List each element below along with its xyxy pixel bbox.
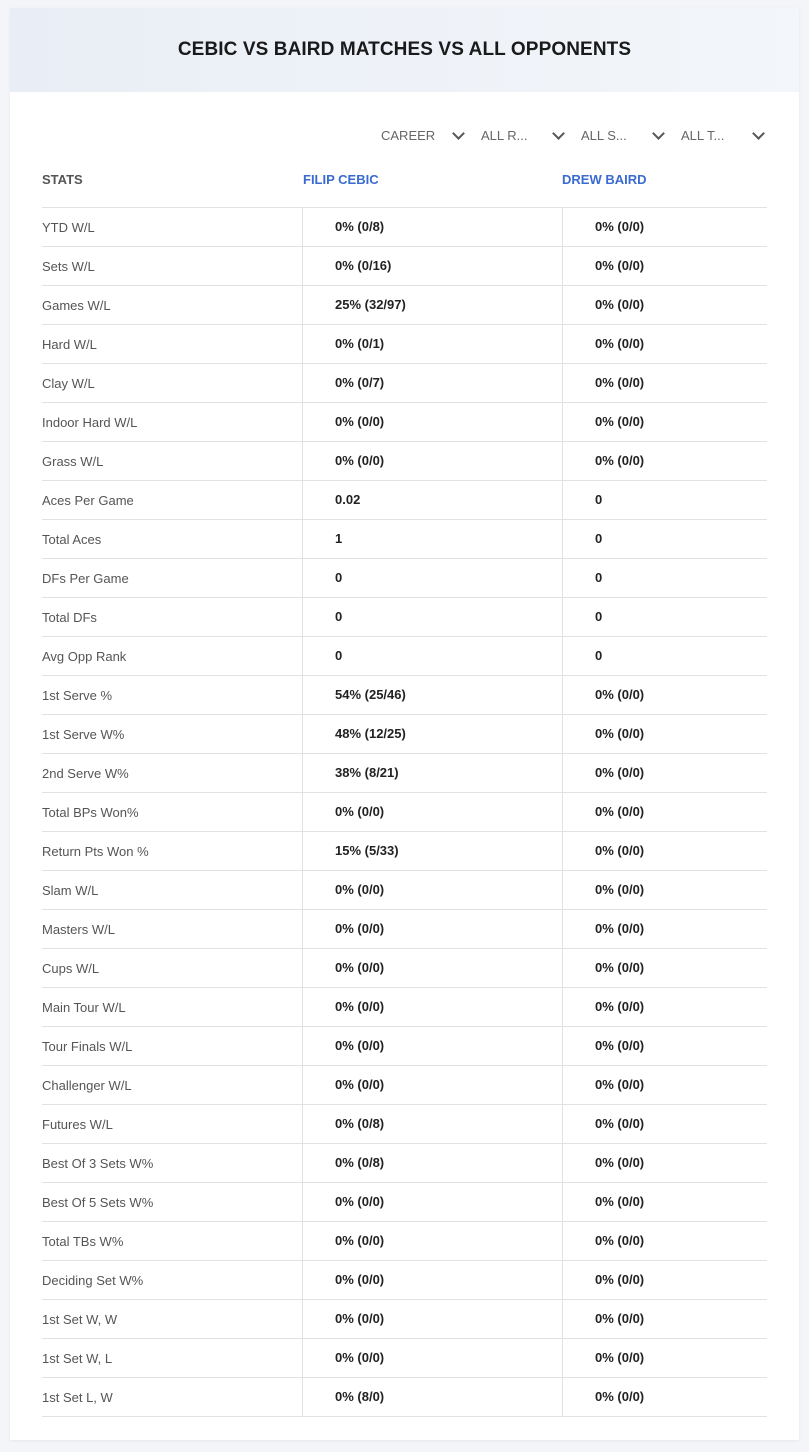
player1-stat-value: 0% (0/0) (302, 949, 561, 987)
player1-link[interactable]: FILIP CEBIC (303, 172, 379, 187)
player1-stat-value: 54% (25/46) (302, 676, 561, 714)
table-row (42, 480, 767, 519)
player1-stat-value: 0% (0/0) (302, 1339, 561, 1377)
table-row (42, 870, 767, 909)
player1-stat-value: 0% (0/0) (302, 871, 561, 909)
player2-stat-value: 0% (0/0) (562, 910, 767, 948)
player2-stat-value: 0% (0/0) (562, 832, 767, 870)
player1-stat-value: 0% (0/0) (302, 1261, 561, 1299)
player2-stat-value: 0% (0/0) (562, 442, 767, 480)
player2-stat-value: 0% (0/0) (562, 403, 767, 441)
player2-stat-value: 0% (0/0) (562, 949, 767, 987)
player2-stat-value: 0 (562, 481, 767, 519)
stat-label: Total TBs W% (42, 1234, 124, 1249)
player2-stat-value: 0% (0/0) (562, 1183, 767, 1221)
player1-stat-value: 25% (32/97) (302, 286, 561, 324)
stats-card (10, 8, 799, 1440)
filter-round-select[interactable] (477, 124, 565, 146)
player2-stat-value: 0% (0/0) (562, 988, 767, 1026)
player2-stat-value: 0% (0/0) (562, 1144, 767, 1182)
player1-stat-value: 15% (5/33) (302, 832, 561, 870)
table-row (42, 1182, 767, 1221)
player1-stat-value: 0% (0/7) (302, 364, 561, 402)
table-row (42, 1065, 767, 1104)
table-row (42, 909, 767, 948)
table-row (42, 1221, 767, 1260)
player1-stat-value: 0.02 (302, 481, 561, 519)
player1-stat-value: 0% (0/0) (302, 403, 561, 441)
table-row (42, 519, 767, 558)
stat-label: Main Tour W/L (42, 1000, 126, 1015)
player2-stat-value: 0% (0/0) (562, 793, 767, 831)
stat-label: Clay W/L (42, 376, 95, 391)
stat-label: Best Of 3 Sets W% (42, 1156, 154, 1171)
stat-label: Slam W/L (42, 883, 99, 898)
player2-stat-value: 0% (0/0) (562, 871, 767, 909)
table-row (42, 402, 767, 441)
stat-label: Total BPs Won% (42, 805, 139, 820)
player2-stat-value: 0% (0/0) (562, 1027, 767, 1065)
table-row (42, 1377, 767, 1417)
player2-stat-value: 0% (0/0) (562, 1105, 767, 1143)
stat-label: Grass W/L (42, 454, 104, 469)
stat-label: Hard W/L (42, 337, 97, 352)
player2-stat-value: 0% (0/0) (562, 754, 767, 792)
stat-label: Futures W/L (42, 1117, 113, 1132)
stat-label: Indoor Hard W/L (42, 415, 138, 430)
player1-stat-value: 0 (302, 637, 561, 675)
stat-label: Aces Per Game (42, 493, 134, 508)
table-row (42, 753, 767, 792)
player1-stat-value: 0 (302, 598, 561, 636)
stat-label: 1st Set W, L (42, 1351, 113, 1366)
table-row (42, 831, 767, 870)
table-header (42, 168, 767, 208)
table-row (42, 1104, 767, 1143)
player2-stat-value: 0% (0/0) (562, 676, 767, 714)
table-row (42, 675, 767, 714)
player1-stat-value: 0% (0/0) (302, 1027, 561, 1065)
stats-column-header: STATS (42, 172, 83, 187)
stat-label: 1st Set W, W (42, 1312, 118, 1327)
player2-stat-value: 0 (562, 559, 767, 597)
stats-table-body (42, 207, 767, 1417)
stat-label: Tour Finals W/L (42, 1039, 133, 1054)
player2-stat-value: 0 (562, 598, 767, 636)
table-row (42, 246, 767, 285)
player1-stat-value: 0% (0/0) (302, 1183, 561, 1221)
stat-label: 2nd Serve W% (42, 766, 129, 781)
filter-label: ALL R... (481, 127, 528, 143)
stat-label: Cups W/L (42, 961, 100, 976)
table-row (42, 363, 767, 402)
player1-stat-value: 0% (0/0) (302, 1300, 561, 1338)
table-row (42, 441, 767, 480)
filter-surface-select[interactable] (577, 124, 665, 146)
table-row (42, 792, 767, 831)
stat-label: Best Of 5 Sets W% (42, 1195, 154, 1210)
table-row (42, 948, 767, 987)
stat-label: 1st Serve W% (42, 727, 125, 742)
filter-bar (377, 124, 765, 146)
player2-stat-value: 0% (0/0) (562, 1300, 767, 1338)
table-row (42, 558, 767, 597)
table-row (42, 207, 767, 246)
player2-link[interactable]: DREW BAIRD (562, 172, 647, 187)
stat-label: Deciding Set W% (42, 1273, 144, 1288)
table-row (42, 987, 767, 1026)
table-row (42, 285, 767, 324)
player2-stat-value: 0% (0/0) (562, 286, 767, 324)
player1-stat-value: 0% (0/8) (302, 208, 561, 246)
stat-label: DFs Per Game (42, 571, 129, 586)
filter-label: CAREER (381, 127, 436, 143)
player2-stat-value: 0% (0/0) (562, 1222, 767, 1260)
player1-stat-value: 0% (0/16) (302, 247, 561, 285)
table-row (42, 597, 767, 636)
chevron-down-icon (552, 127, 565, 140)
player2-stat-value: 0% (0/0) (562, 247, 767, 285)
player2-stat-value: 0% (0/0) (562, 1378, 767, 1416)
stat-label: Masters W/L (42, 922, 115, 937)
player1-stat-value: 0% (8/0) (302, 1378, 561, 1416)
stat-label: Total DFs (42, 610, 97, 625)
filter-tournament-select[interactable] (677, 124, 765, 146)
player1-stat-value: 0% (0/0) (302, 910, 561, 948)
stat-label: YTD W/L (42, 220, 95, 235)
player1-stat-value: 0% (0/8) (302, 1144, 561, 1182)
player1-stat-value: 48% (12/25) (302, 715, 561, 753)
stat-label: Return Pts Won % (42, 844, 149, 859)
player1-stat-value: 0% (0/0) (302, 1066, 561, 1104)
table-row (42, 1026, 767, 1065)
table-row (42, 714, 767, 753)
player2-stat-value: 0% (0/0) (562, 1261, 767, 1299)
filter-label: ALL S... (581, 127, 627, 143)
filter-period-select[interactable] (377, 124, 465, 146)
player1-stat-value: 0% (0/0) (302, 793, 561, 831)
chevron-down-icon (752, 127, 765, 140)
player1-stat-value: 0% (0/1) (302, 325, 561, 363)
player2-stat-value: 0% (0/0) (562, 208, 767, 246)
stat-label: Avg Opp Rank (42, 649, 127, 664)
player1-stat-value: 0% (0/0) (302, 1222, 561, 1260)
stat-label: 1st Serve % (42, 688, 113, 703)
player2-stat-value: 0 (562, 637, 767, 675)
chevron-down-icon (452, 127, 465, 140)
player1-stat-value: 1 (302, 520, 561, 558)
player1-stat-value: 38% (8/21) (302, 754, 561, 792)
stat-label: Total Aces (42, 532, 102, 547)
page-title: CEBIC VS BAIRD MATCHES VS ALL OPPONENTS (177, 39, 632, 60)
filter-label: ALL T... (681, 127, 725, 143)
table-row (42, 1299, 767, 1338)
stat-label: Sets W/L (42, 259, 95, 274)
player1-stat-value: 0% (0/0) (302, 988, 561, 1026)
player2-stat-value: 0% (0/0) (562, 1339, 767, 1377)
stat-label: Challenger W/L (42, 1078, 132, 1093)
table-row (42, 1260, 767, 1299)
stat-label: Games W/L (42, 298, 111, 313)
table-row (42, 324, 767, 363)
table-row (42, 1338, 767, 1377)
table-row (42, 636, 767, 675)
player2-stat-value: 0% (0/0) (562, 715, 767, 753)
card-header (10, 8, 799, 92)
player1-stat-value: 0% (0/0) (302, 442, 561, 480)
player1-stat-value: 0 (302, 559, 561, 597)
player2-stat-value: 0% (0/0) (562, 364, 767, 402)
player2-stat-value: 0 (562, 520, 767, 558)
chevron-down-icon (652, 127, 665, 140)
stat-label: 1st Set L, W (42, 1390, 113, 1405)
player2-stat-value: 0% (0/0) (562, 1066, 767, 1104)
table-row (42, 1143, 767, 1182)
player1-stat-value: 0% (0/8) (302, 1105, 561, 1143)
player2-stat-value: 0% (0/0) (562, 325, 767, 363)
